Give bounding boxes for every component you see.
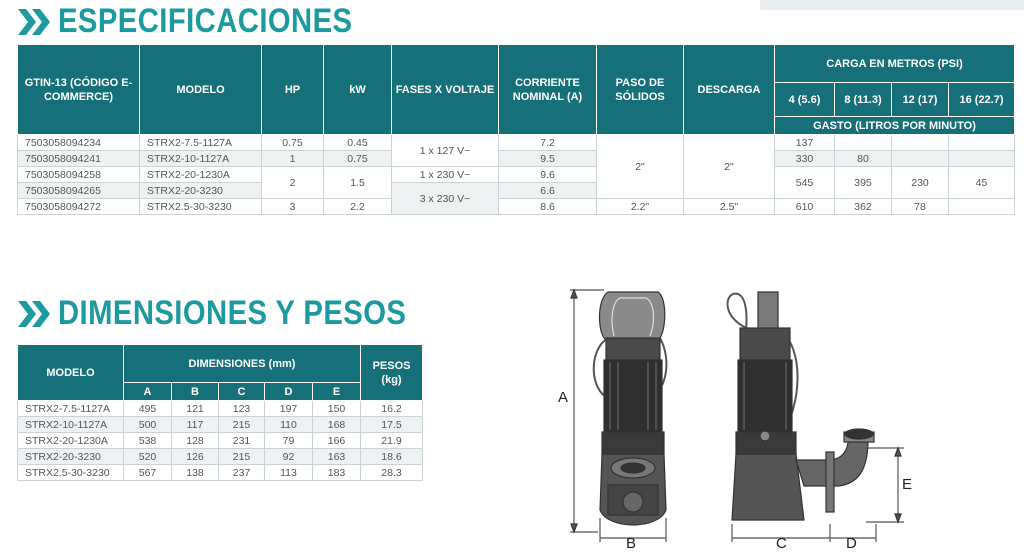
header-modelo: MODELO [18,345,124,401]
header-descarga: DESCARGA [684,45,775,135]
table-row [18,167,1015,183]
table-row [18,465,423,481]
cell-dim-d: 197 [265,401,313,417]
header-dim-col: C [219,383,265,401]
cell-gasto: 80 [835,151,892,167]
cell-paso: 2.2" [597,199,684,215]
table-row [18,449,423,465]
cell-paso: 2" [597,135,684,199]
cell-dim-a: 500 [124,417,172,433]
cell-modelo: STRX2-20-3230 [140,183,262,199]
cell-dim-d: 113 [265,465,313,481]
cell-dim-d: 79 [265,433,313,449]
cell-dim-c: 215 [219,449,265,465]
cell-dim-b: 121 [172,401,219,417]
double-chevron-icon [18,7,52,37]
header-dim-col: B [172,383,219,401]
cell-gasto: 230 [892,167,949,199]
cell-corriente: 8.6 [499,199,597,215]
cell-kw: 2.2 [324,199,392,215]
cell-dim-b: 117 [172,417,219,433]
cell-peso: 17.5 [361,417,423,433]
cell-gasto [949,151,1015,167]
pump-dimension-drawing [548,280,1024,549]
cell-corriente: 7.2 [499,135,597,151]
cell-modelo: STRX2-20-1230A [18,433,124,449]
header-dimensiones: DIMENSIONES (mm) [124,345,361,383]
table-row [18,433,423,449]
dim-label-d: D [846,535,857,549]
specifications-table [17,44,1015,215]
cell-gasto [949,199,1015,215]
cell-corriente: 6.6 [499,183,597,199]
cell-dim-a: 520 [124,449,172,465]
cell-descarga: 2.5" [684,199,775,215]
dim-label-c: C [776,535,787,549]
cell-dim-e: 150 [313,401,361,417]
cell-dim-b: 126 [172,449,219,465]
cell-modelo: STRX2-7.5-1127A [18,401,124,417]
cell-gasto: 545 [775,167,835,199]
header-paso: PASO DE SÓLIDOS [597,45,684,135]
header-carga-col: 16 (22.7) [949,83,1015,117]
table-row [18,199,1015,215]
cell-gtin: 7503058094258 [18,167,140,183]
cell-kw: 0.45 [324,135,392,151]
cell-gasto [949,135,1015,151]
cell-hp: 1 [262,151,324,167]
header-dim-col: E [313,383,361,401]
cell-hp: 3 [262,199,324,215]
cell-gasto: 330 [775,151,835,167]
cell-dim-a: 567 [124,465,172,481]
header-gasto: GASTO (LITROS POR MINUTO) [775,117,1015,135]
header-corriente: CORRIENTE NOMINAL (A) [499,45,597,135]
cell-dim-c: 237 [219,465,265,481]
cell-peso: 18.6 [361,449,423,465]
table-row [18,417,423,433]
header-carga: CARGA EN METROS (PSI) [775,45,1015,83]
cell-gasto: 137 [775,135,835,151]
header-hp: HP [262,45,324,135]
cell-gasto [892,151,949,167]
header-pesos: PESOS (kg) [361,345,423,401]
cell-dim-b: 128 [172,433,219,449]
cell-kw: 0.75 [324,151,392,167]
cell-fases: 1 x 230 V~ [392,167,499,183]
cell-gasto [835,135,892,151]
cell-dim-e: 166 [313,433,361,449]
cell-modelo: STRX2-10-1127A [140,151,262,167]
cell-dim-a: 495 [124,401,172,417]
cell-fases: 1 x 127 V~ [392,135,499,167]
cell-modelo: STRX2.5-30-3230 [140,199,262,215]
double-chevron-icon [18,299,52,329]
dim-label-a: A [558,389,569,406]
header-modelo: MODELO [140,45,262,135]
cell-gasto [892,135,949,151]
table-row [18,401,423,417]
header-kw: kW [324,45,392,135]
cell-modelo: STRX2-7.5-1127A [140,135,262,151]
header-fases: FASES X VOLTAJE [392,45,499,135]
dimensions-table [17,344,423,481]
cell-gtin: 7503058094272 [18,199,140,215]
spec-title: ESPECIFICACIONES [58,2,353,40]
cell-corriente: 9.6 [499,167,597,183]
cell-gtin: 7503058094265 [18,183,140,199]
cell-dim-e: 183 [313,465,361,481]
cell-dim-d: 92 [265,449,313,465]
cell-fases: 3 x 230 V~ [392,183,499,215]
cell-gasto: 395 [835,167,892,199]
cell-gasto: 45 [949,167,1015,199]
header-dim-col: A [124,383,172,401]
dim-label-b: B [626,535,637,549]
cell-corriente: 9.5 [499,151,597,167]
cell-dim-c: 215 [219,417,265,433]
cell-gasto: 362 [835,199,892,215]
cell-modelo: STRX2-20-3230 [18,449,124,465]
header-gtin: GTIN-13 (CÓDIGO E-COMMERCE) [18,45,140,135]
cell-modelo: STRX2.5-30-3230 [18,465,124,481]
header-dim-col: D [265,383,313,401]
cell-modelo: STRX2-10-1127A [18,417,124,433]
cell-gasto: 610 [775,199,835,215]
cell-dim-b: 138 [172,465,219,481]
cell-peso: 21.9 [361,433,423,449]
cell-modelo: STRX2-20-1230A [140,167,262,183]
table-row [18,135,1015,151]
cell-dim-d: 110 [265,417,313,433]
cell-kw: 1.5 [324,167,392,199]
cell-gtin: 7503058094234 [18,135,140,151]
table-row [18,151,1015,167]
cell-peso: 28.3 [361,465,423,481]
cell-dim-a: 538 [124,433,172,449]
cell-dim-e: 163 [313,449,361,465]
cell-descarga: 2" [684,135,775,199]
header-carga-col: 8 (11.3) [835,83,892,117]
cell-peso: 16.2 [361,401,423,417]
cell-dim-e: 168 [313,417,361,433]
header-carga-col: 12 (17) [892,83,949,117]
cell-gtin: 7503058094241 [18,151,140,167]
cell-hp: 2 [262,167,324,199]
top-decor-bar [760,0,1024,10]
cell-hp: 0.75 [262,135,324,151]
cell-dim-c: 123 [219,401,265,417]
cell-dim-c: 231 [219,433,265,449]
spec-section-title [18,2,400,41]
dim-label-e: E [902,476,913,493]
cell-gasto: 78 [892,199,949,215]
header-carga-col: 4 (5.6) [775,83,835,117]
dims-section-title [18,294,463,333]
dims-title: DIMENSIONES Y PESOS [58,294,407,332]
